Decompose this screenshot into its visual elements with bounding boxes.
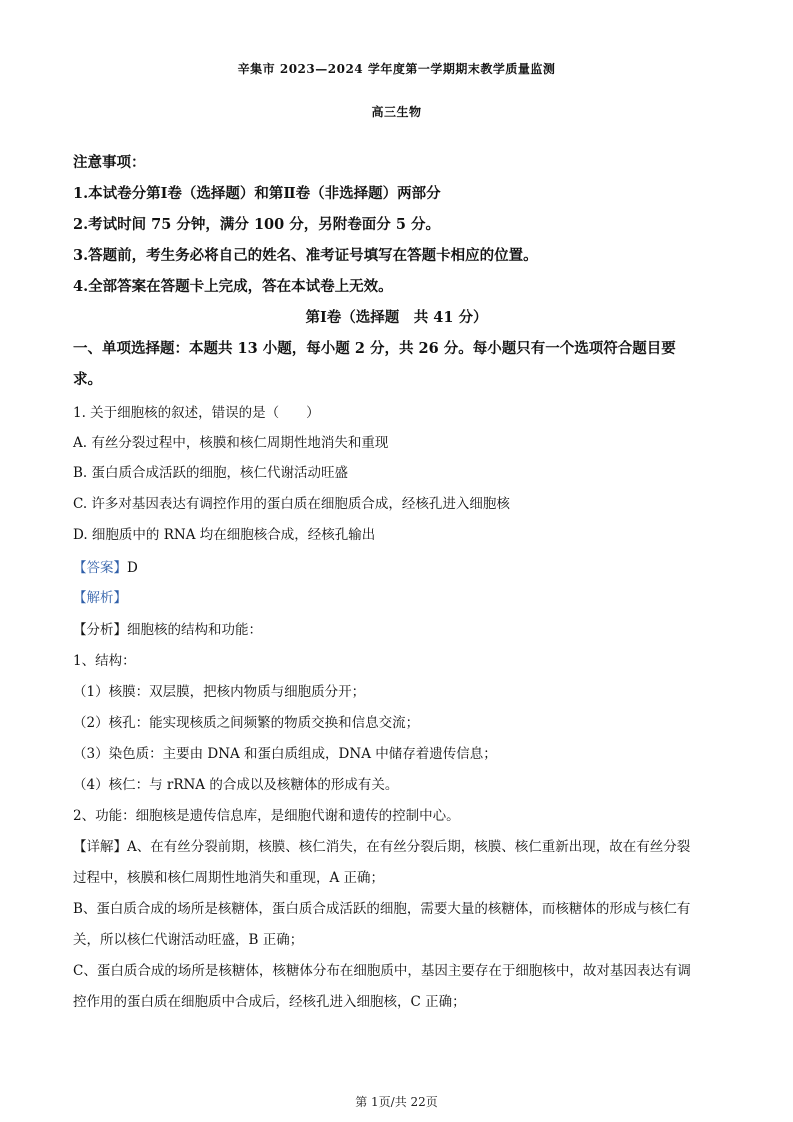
analysis-line-12: C、蛋白质合成的场所是核糖体，核糖体分布在细胞质中，基因主要存在于细胞核中，故对基因表达有调 <box>73 963 691 979</box>
question-stem: 1. 关于细胞核的叙述，错误的是（ ） <box>73 405 320 421</box>
notice-item-2: 2.考试时间 75 分钟，满分 100 分，另附卷面分 5 分。 <box>73 216 440 233</box>
analysis-line-1: 【分析】细胞核的结构和功能： <box>73 622 262 638</box>
answer-value: D <box>127 560 138 576</box>
notice-heading: 注意事项： <box>73 154 146 171</box>
section-instruction-line-2: 求。 <box>73 371 102 388</box>
section-title: 第Ⅰ卷（选择题 共 41 分） <box>305 309 488 326</box>
notice-item-1: 1.本试卷分第Ⅰ卷（选择题）和第Ⅱ卷（非选择题）两部分 <box>73 185 441 202</box>
analysis-line-4: （2）核孔：能实现核质之间频繁的物质交换和信息交流； <box>73 715 420 731</box>
answer-label: 【答案】 <box>73 560 127 576</box>
analysis-line-3: （1）核膜：双层膜，把核内物质与细胞质分开； <box>73 684 366 700</box>
analysis-line-9: 过程中，核膜和核仁周期性地消失和重现，A 正确； <box>73 870 385 886</box>
analysis-line-8: 【详解】A、在有丝分裂前期，核膜、核仁消失，在有丝分裂后期，核膜、核仁重新出现，故在有丝分裂 <box>73 839 691 855</box>
option-c: C. 许多对基因表达有调控作用的蛋白质在细胞质合成，经核孔进入细胞核 <box>73 496 510 512</box>
analysis-line-11: 关，所以核仁代谢活动旺盛，B 正确； <box>73 932 304 948</box>
analysis-line-13: 控作用的蛋白质在细胞质中合成后，经核孔进入细胞核，C 正确； <box>73 994 466 1010</box>
analysis-line-5: （3）染色质：主要由 DNA 和蛋白质组成，DNA 中储存着遗传信息； <box>73 746 497 762</box>
option-b: B. 蛋白质合成活跃的细胞，核仁代谢活动旺盛 <box>73 465 349 481</box>
answer-line <box>73 556 723 576</box>
page-number: 第 1页/共 22页 <box>355 1095 438 1109</box>
notice-item-4: 4.全部答案在答题卡上完成，答在本试卷上无效。 <box>73 278 393 295</box>
option-d: D. 细胞质中的 RNA 均在细胞核合成，经核孔输出 <box>73 527 376 543</box>
analysis-line-7: 2、功能：细胞核是遗传信息库，是细胞代谢和遗传的控制中心。 <box>73 808 460 824</box>
analysis-line-10: B、蛋白质合成的场所是核糖体，蛋白质合成活跃的细胞，需要大量的核糖体，而核糖体的形成与核仁有 <box>73 901 691 917</box>
analysis-line-2: 1、结构： <box>73 653 136 669</box>
analysis-line-6: （4）核仁：与 rRNA 的合成以及核糖体的形成有关。 <box>73 777 399 793</box>
exam-title: 辛集市 2023—2024 学年度第一学期期末教学质量监测 <box>237 62 556 76</box>
section-instruction-line-1: 一、单项选择题：本题共 13 小题，每小题 2 分，共 26 分。每小题只有一个选项符合题目要 <box>73 340 676 357</box>
notice-item-3: 3.答题前，考生务必将自己的姓名、准考证号填写在答题卡相应的位置。 <box>73 247 538 264</box>
analysis-label: 【解析】 <box>73 590 127 606</box>
exam-subject: 高三生物 <box>371 105 422 119</box>
option-a: A. 有丝分裂过程中，核膜和核仁周期性地消失和重现 <box>73 435 389 451</box>
